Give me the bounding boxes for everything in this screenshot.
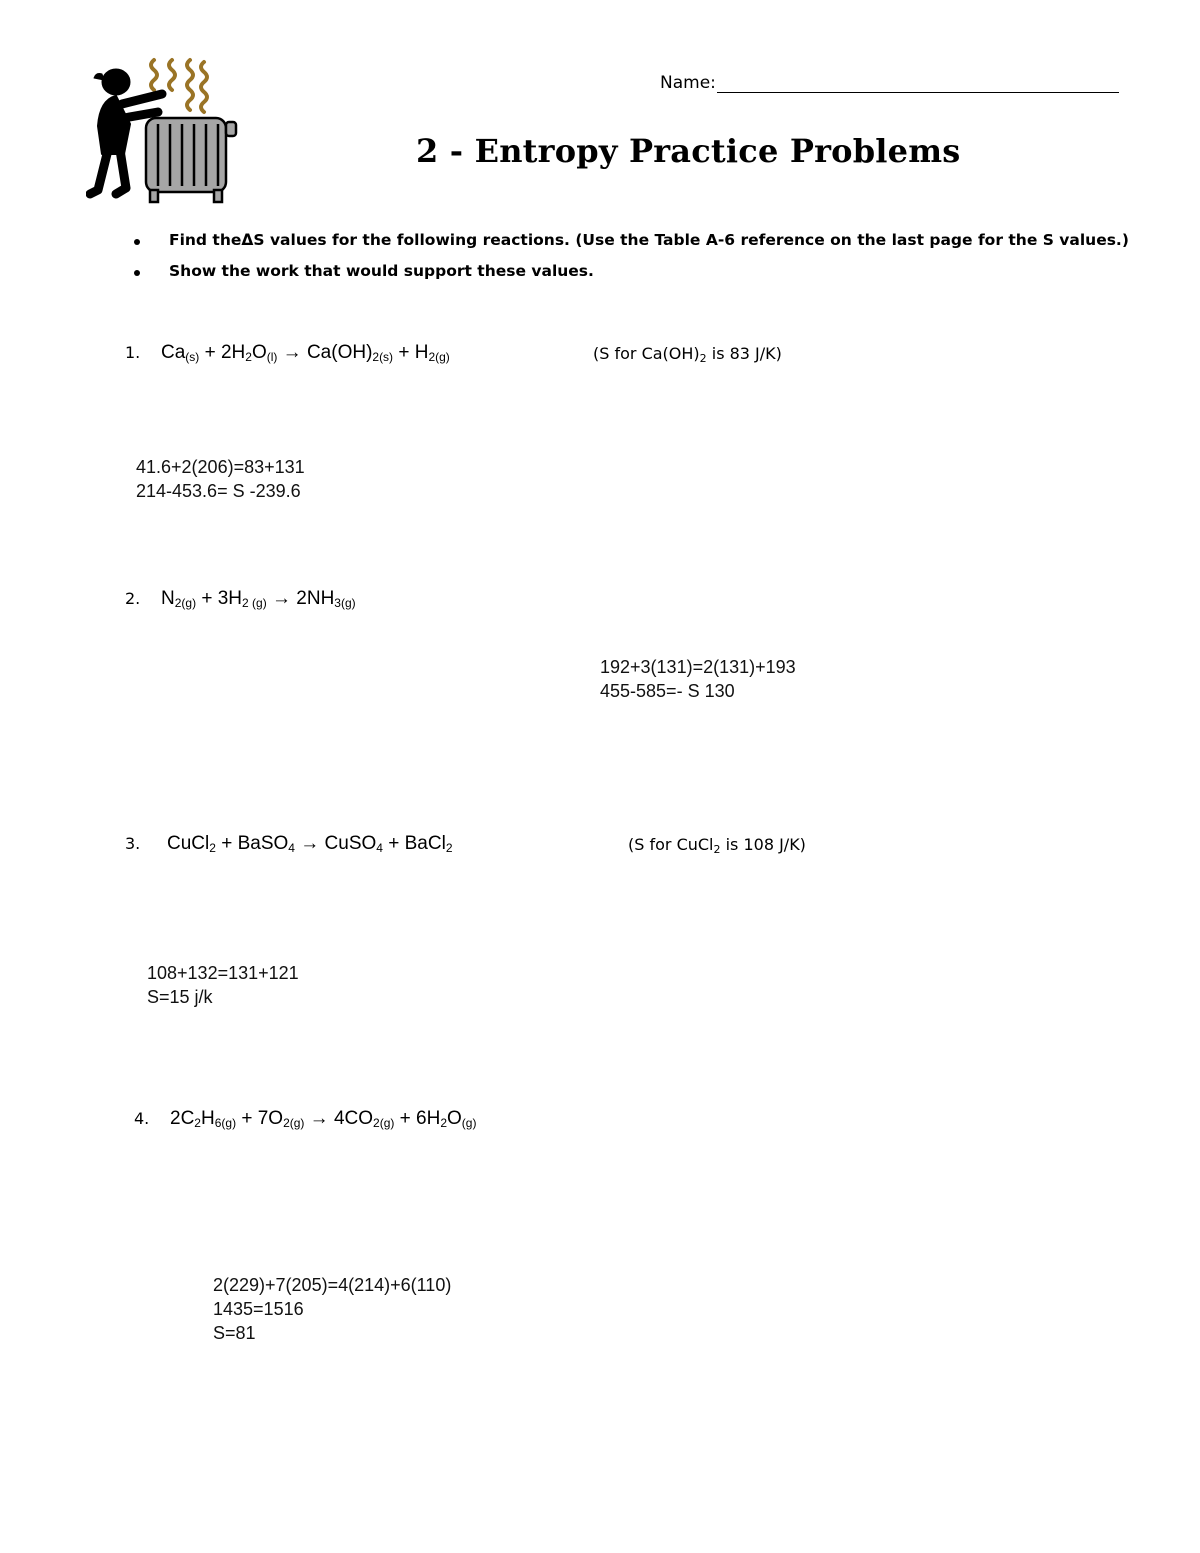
problem-3 — [125, 833, 453, 855]
problem-2 — [125, 588, 356, 610]
problem-number: 4. — [134, 1109, 150, 1128]
work-4 — [213, 1273, 451, 1345]
work-line: 192+3(131)=2(131)+193 — [600, 657, 796, 677]
work-3 — [147, 961, 299, 1009]
work-2 — [600, 655, 796, 703]
instruction-list — [130, 231, 1129, 249]
problem-4 — [134, 1108, 476, 1130]
instruction-item: Find theΔS values for the following reactions. (Use the Table A-6 reference on the last page for the S values.) — [130, 231, 1129, 249]
note-3: (S for CuCl$_2$ is 108 J/K) — [628, 835, 806, 856]
radiator-person-icon — [86, 52, 244, 208]
work-line: 108+132=131+121 — [147, 963, 299, 983]
work-line: S=81 — [213, 1323, 256, 1343]
problem-number: 3. — [125, 834, 141, 853]
work-line: 214-453.6= S -239.6 — [136, 481, 301, 501]
name-field[interactable] — [660, 72, 1119, 93]
equation: $Ca_{(s)} + 2H_2O_{(l)} \to Ca(OH)_{2(s)} + H_{2(g)}$ — [161, 342, 450, 364]
name-label: Name: — [660, 73, 716, 93]
name-blank-line[interactable] — [717, 72, 1119, 93]
work-line: 2(229)+7(205)=4(214)+6(110) — [213, 1275, 452, 1295]
equation: CuCl$_2$ + BaSO$_4$ → CuSO$_4$ + BaCl$_2$ — [167, 833, 453, 855]
work-line: 1435=1516 — [213, 1299, 304, 1319]
work-line: S=15 j/k — [147, 987, 213, 1007]
work-1 — [136, 455, 305, 503]
work-line: 41.6+2(206)=83+131 — [136, 457, 305, 477]
problem-1 — [125, 342, 450, 364]
delta-symbol: Δ — [241, 231, 254, 249]
note-1: (S for $Ca(OH)_2$ is 83 J/K) — [593, 344, 782, 365]
instruction-list — [130, 262, 594, 280]
instruction-item: Show the work that would support these values. — [130, 262, 594, 280]
problem-number: 2. — [125, 589, 141, 608]
problem-number: 1. — [125, 343, 141, 362]
work-line: 455-585=- S 130 — [600, 681, 735, 701]
equation: $N_{2(g)} + 3H_{2 (g)} \to 2NH_{3(g)}$ — [161, 588, 356, 610]
page-title: 2 - Entropy Practice Problems — [416, 132, 961, 170]
equation: $2C_2H_{6(g)} + 7O_{2(g)} \to 4CO_{2(g)} + 6H_2O_{(g)}$ — [170, 1108, 477, 1130]
